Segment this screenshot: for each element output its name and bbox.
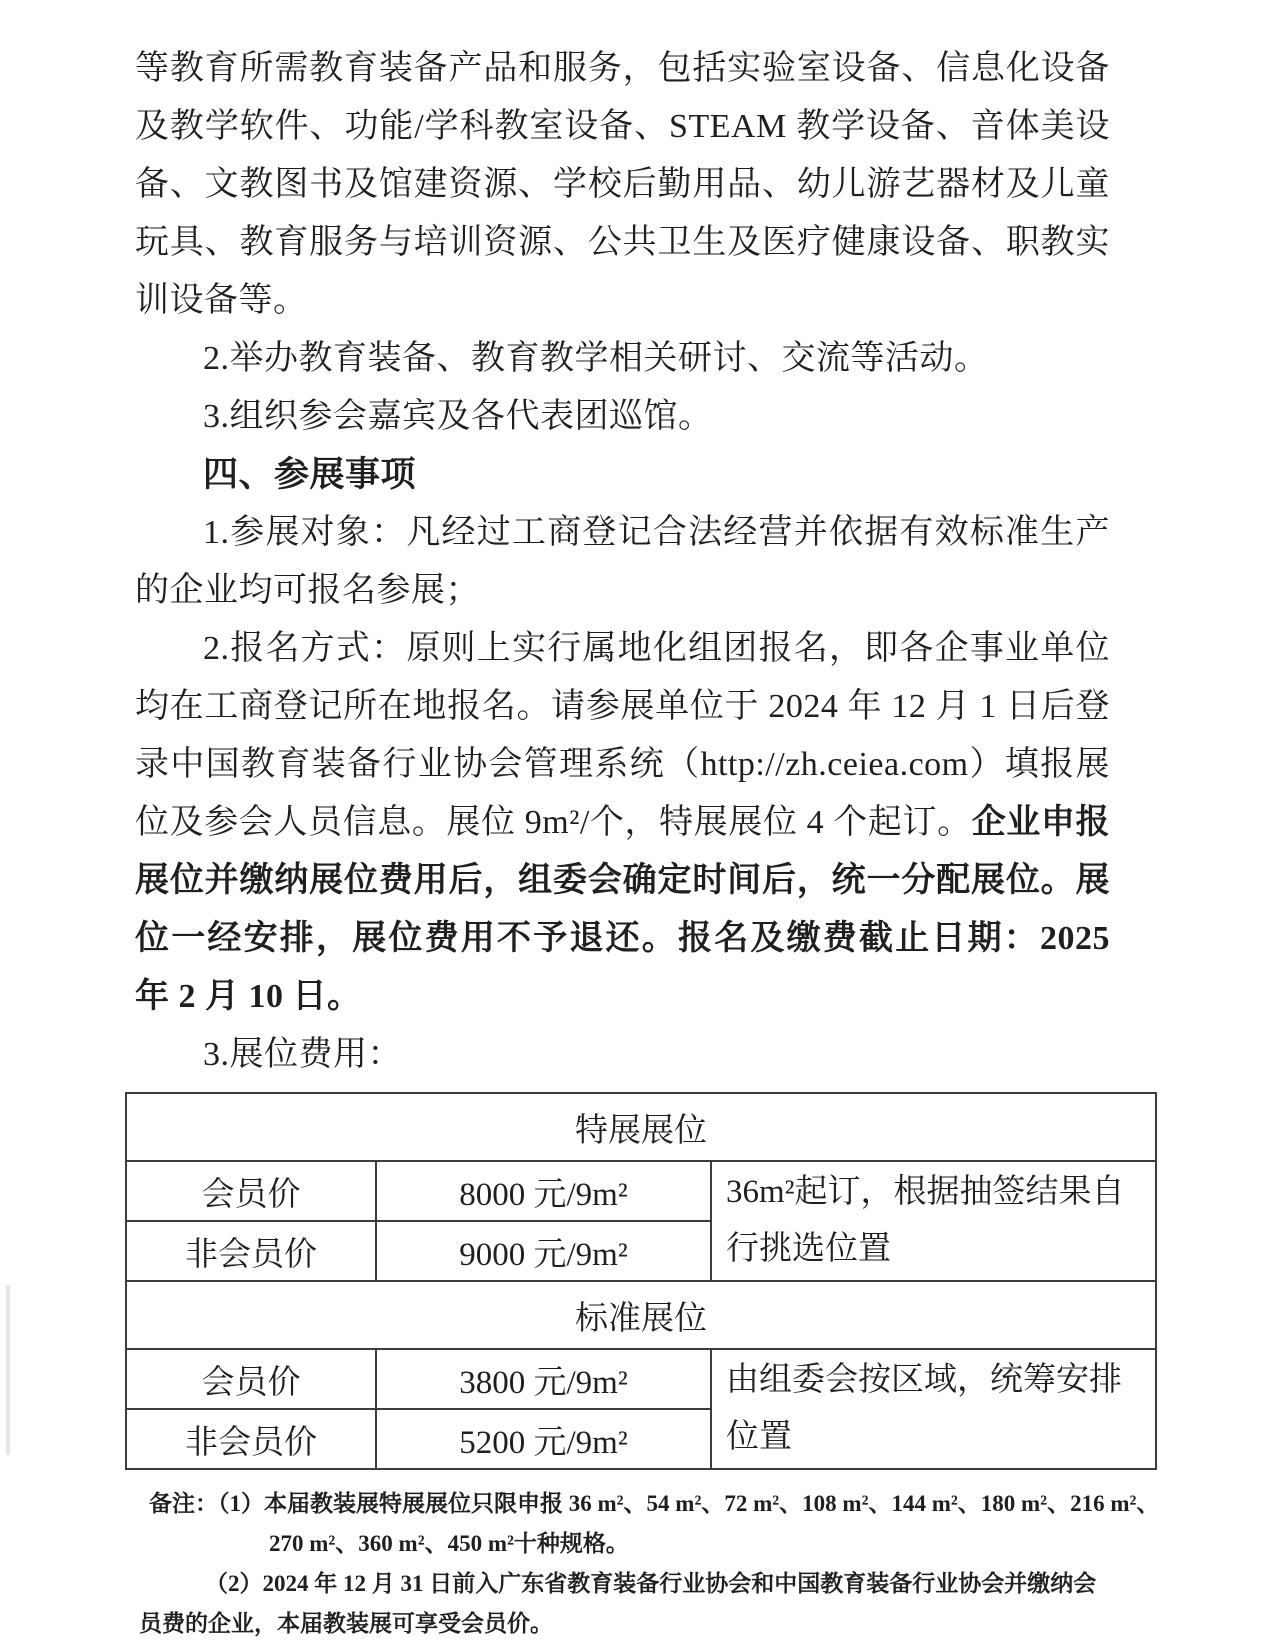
- paragraph-booth-fee-label: 3.展位费用：: [203, 1036, 402, 1073]
- special-nonmember-price-cell: 9000 元/9m²: [376, 1221, 711, 1281]
- remark-line-4: 员费的企业，本届教装展可享受会员价。: [139, 1611, 553, 1636]
- paragraph-exhibitor-scope: 1.参展对象：凡经过工商登记合法经营并依据有效标准生产的企业均可报名参展；: [135, 514, 1110, 609]
- booth-fee-table: [125, 1092, 1157, 1470]
- special-note-cell: 36m²起订，根据抽签结果自行挑选位置: [711, 1161, 1156, 1281]
- scan-artifact: [6, 1285, 10, 1455]
- document-content: [135, 40, 1160, 1644]
- remark-line-3: （2）2024 年 12 月 31 日前入广东省教育装备行业协会和中国教育装备行业协会并缴纳会: [205, 1571, 1097, 1596]
- paragraph-item-3: 3.组织参会嘉宾及各代表团巡馆。: [203, 398, 713, 435]
- standard-note-cell: 由组委会按区域，统筹安排位置: [711, 1349, 1156, 1469]
- registration-normal-text: 2.报名方式：原则上实行属地化组团报名，即各企事业单位均在工商登记所在地报名。请参展单位于 2024 年 12 月 1 日后登录中国教育装备行业协会管理系统（http://zh.ceiea.com）填报展位及参会人员信息。展位 9m²/个，特展展位 4 个起订。: [135, 630, 1110, 841]
- table-row-special-member: [126, 1161, 1156, 1221]
- standard-nonmember-price-cell: 5200 元/9m²: [376, 1409, 711, 1469]
- paragraph-item-2: 2.举办教育装备、教育教学相关研讨、交流等活动。: [203, 340, 989, 377]
- standard-member-price-cell: 3800 元/9m²: [376, 1349, 711, 1409]
- standard-nonmember-label-cell: 非会员价: [126, 1409, 376, 1469]
- special-member-label-cell: 会员价: [126, 1161, 376, 1221]
- section-heading-exhibition-matters: 四、参展事项: [203, 455, 417, 494]
- standard-member-label-cell: 会员价: [126, 1349, 376, 1409]
- table-row-standard-header: [126, 1281, 1156, 1349]
- remark-line-1: 备注：（1）本届教装展特展展位只限申报 36 m²、54 m²、72 m²、108 m²、144 m²、180 m²、216 m²、: [149, 1491, 1160, 1516]
- paragraph-registration-method: [135, 620, 1110, 1026]
- special-nonmember-label-cell: 非会员价: [126, 1221, 376, 1281]
- remarks: [135, 1484, 1160, 1644]
- table-row-standard-member: [126, 1349, 1156, 1409]
- table-row-special-header: [126, 1093, 1156, 1161]
- remark-line-2: 270 m²、360 m²、450 m²十种规格。: [269, 1531, 629, 1556]
- standard-booth-header-cell: 标准展位: [126, 1281, 1156, 1349]
- special-member-price-cell: 8000 元/9m²: [376, 1161, 711, 1221]
- registration-bold-text: 企业申报展位并缴纳展位费用后，组委会确定时间后，统一分配展位。展位一经安排，展位费用不予退还。报名及缴费截止日期：2025 年 2 月 10 日。: [135, 804, 1110, 1015]
- paragraph-intro-continuation: 等教育所需教育装备产品和服务，包括实验室设备、信息化设备及教学软件、功能/学科教室设备、STEAM 教学设备、音体美设备、文教图书及馆建资源、学校后勤用品、幼儿游艺器材及儿童玩具、教育服务与培训资源、公共卫生及医疗健康设备、职教实训设备等。: [135, 50, 1110, 319]
- special-booth-header-cell: 特展展位: [126, 1093, 1156, 1161]
